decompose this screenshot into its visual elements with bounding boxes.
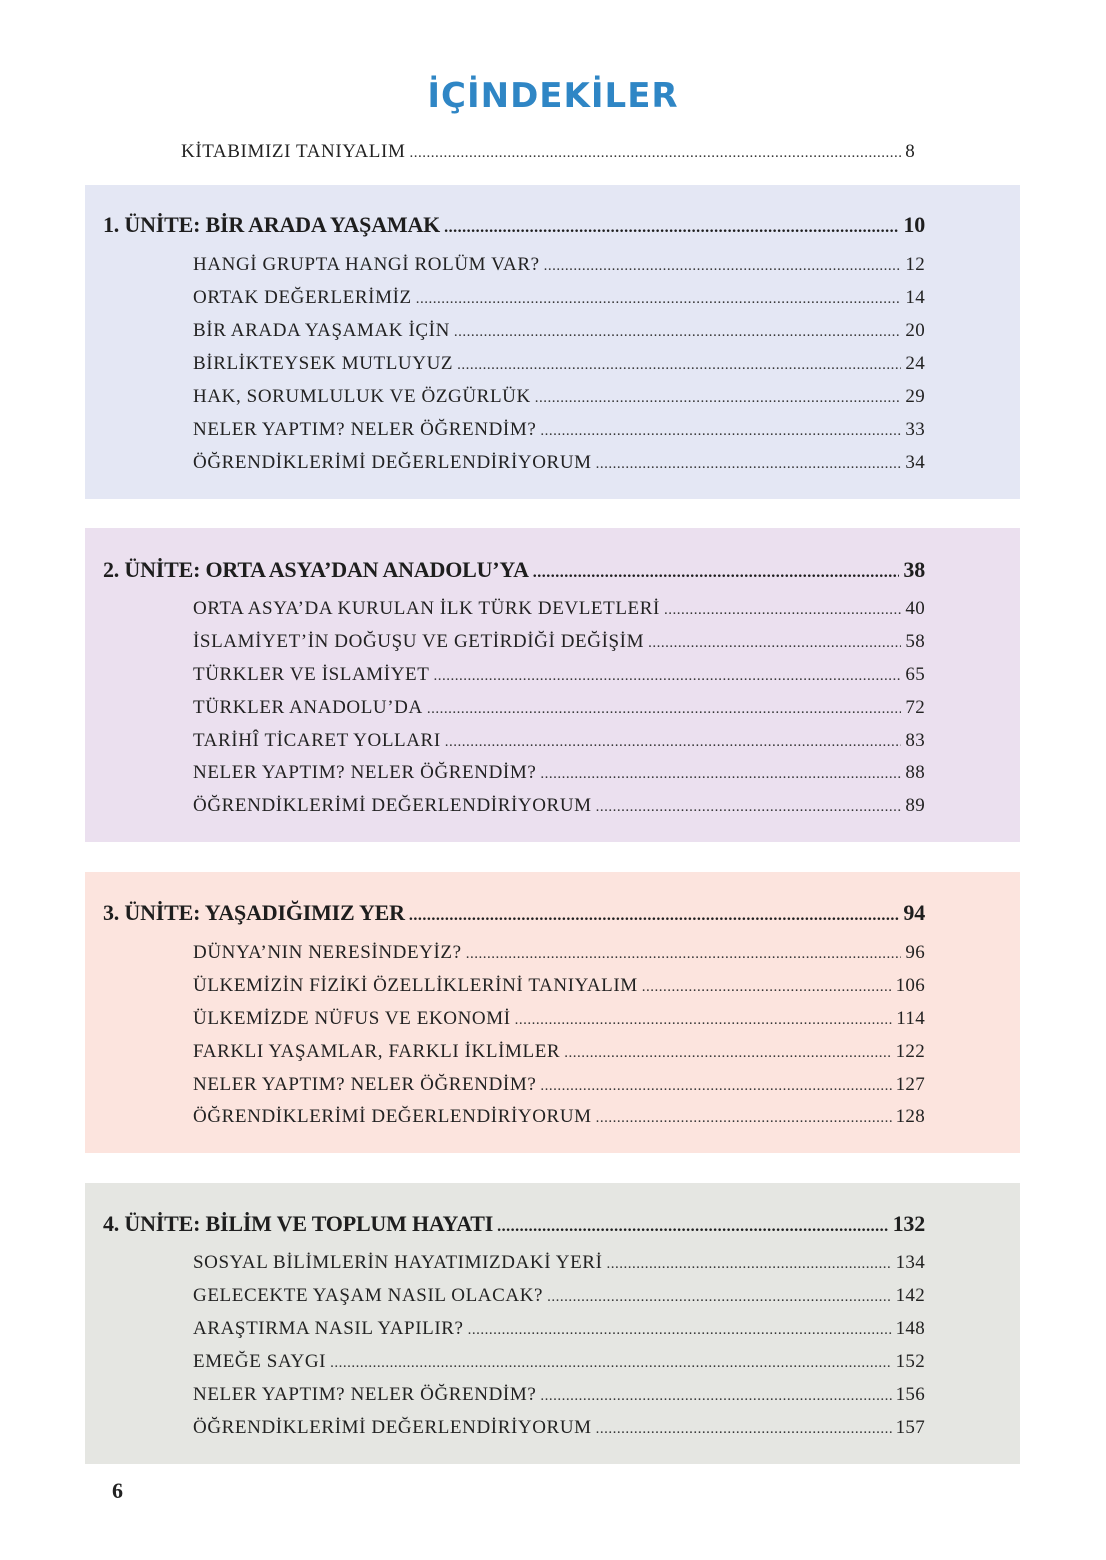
toc-entry[interactable] — [193, 1041, 925, 1063]
dot-leader — [540, 766, 901, 783]
dot-leader — [540, 1078, 891, 1095]
toc-entry-label: GELECEKTE YAŞAM NASIL OLACAK? — [193, 1285, 544, 1306]
toc-entry-page: 65 — [905, 664, 925, 685]
dot-leader — [444, 219, 899, 237]
dot-leader — [454, 324, 902, 341]
unit-heading-page: 38 — [903, 557, 925, 582]
toc-entry-page: 24 — [905, 353, 925, 374]
unit-heading-label: 4. ÜNİTE: BİLİM VE TOPLUM HAYATI — [103, 1211, 494, 1236]
dot-leader — [664, 602, 901, 619]
toc-entry[interactable] — [193, 697, 925, 719]
unit-heading-label: 3. ÜNİTE: YAŞADIĞIMIZ YER — [103, 900, 405, 925]
dot-leader — [596, 456, 902, 473]
dot-leader — [564, 1045, 891, 1062]
toc-entry[interactable] — [193, 1074, 925, 1096]
dot-leader — [409, 145, 901, 162]
toc-entry-page: 157 — [895, 1417, 925, 1438]
toc-entry-page: 8 — [905, 141, 915, 162]
toc-entry[interactable] — [193, 1351, 925, 1373]
unit-heading-page: 132 — [892, 1211, 925, 1236]
dot-leader — [466, 946, 902, 963]
toc-entry-page: 127 — [895, 1074, 925, 1095]
toc-entry-page: 40 — [905, 598, 925, 619]
unit-heading-label: 2. ÜNİTE: ORTA ASYA’DAN ANADOLU’YA — [103, 557, 529, 582]
toc-entry-page: 134 — [895, 1252, 925, 1273]
toc-entry-label: ORTAK DEĞERLERİMİZ — [193, 287, 412, 308]
dot-leader — [544, 258, 902, 275]
toc-entry[interactable] — [193, 1384, 925, 1406]
toc-entry-label: ÖĞRENDİKLERİMİ DEĞERLENDİRİYORUM — [193, 795, 592, 816]
dot-leader — [540, 1388, 891, 1405]
toc-entry[interactable] — [193, 975, 925, 997]
toc-entry-page: 156 — [895, 1384, 925, 1405]
dot-leader — [596, 1110, 892, 1127]
dot-leader — [497, 1218, 888, 1236]
dot-leader — [468, 1322, 892, 1339]
toc-entry-label: HAK, SORUMLULUK VE ÖZGÜRLÜK — [193, 386, 531, 407]
toc-entry-page: 58 — [905, 631, 925, 652]
dot-leader — [535, 390, 902, 407]
toc-entry[interactable] — [193, 287, 925, 309]
toc-entry-label: ÜLKEMİZDE NÜFUS VE EKONOMİ — [193, 1008, 511, 1029]
toc-entry[interactable] — [193, 1417, 925, 1439]
toc-entry-label: ORTA ASYA’DA KURULAN İLK TÜRK DEVLETLERİ — [193, 598, 660, 619]
dot-leader — [533, 564, 900, 582]
toc-entry-label: İSLAMİYET’İN DOĞUŞU VE GETİRDİĞİ DEĞİŞİM — [193, 631, 645, 652]
dot-leader — [540, 423, 901, 440]
toc-entry-label: BİR ARADA YAŞAMAK İÇİN — [193, 320, 450, 341]
toc-entry[interactable] — [193, 254, 925, 276]
toc-entry-page: 122 — [895, 1041, 925, 1062]
toc-entry[interactable] — [193, 386, 925, 408]
toc-entry-page: 12 — [905, 254, 925, 275]
unit-heading-page: 94 — [903, 900, 925, 925]
toc-entry-label: NELER YAPTIM? NELER ÖĞRENDİM? — [193, 1074, 537, 1095]
toc-entry-page: 89 — [905, 795, 925, 816]
toc-entry-label: ARAŞTIRMA NASIL YAPILIR? — [193, 1318, 464, 1339]
toc-entry-page: 106 — [895, 975, 925, 996]
toc-entry[interactable] — [193, 631, 925, 653]
toc-entry-label: ÜLKEMİZİN FİZİKİ ÖZELLİKLERİNİ TANIYALIM — [193, 975, 638, 996]
page-title: İÇİNDEKİLER — [427, 76, 679, 116]
toc-entry[interactable] — [193, 1318, 925, 1340]
toc-entry-page: 72 — [905, 697, 925, 718]
toc-entry-page: 114 — [896, 1008, 925, 1029]
toc-entry[interactable] — [193, 1252, 925, 1274]
toc-entry-label: TÜRKLER ANADOLU’DA — [193, 697, 423, 718]
dot-leader — [416, 291, 902, 308]
toc-entry-page: 20 — [905, 320, 925, 341]
unit-3-heading[interactable] — [103, 900, 925, 926]
unit-2-heading[interactable] — [103, 557, 925, 583]
toc-entry-intro[interactable] — [181, 141, 915, 163]
dot-leader — [515, 1012, 893, 1029]
toc-entry-label: HANGİ GRUPTA HANGİ ROLÜM VAR? — [193, 254, 540, 275]
toc-entry[interactable] — [193, 452, 925, 474]
toc-entry-label: ÖĞRENDİKLERİMİ DEĞERLENDİRİYORUM — [193, 452, 592, 473]
dot-leader — [457, 357, 901, 374]
dot-leader — [607, 1256, 892, 1273]
toc-entry[interactable] — [193, 320, 925, 342]
toc-entry-label: KİTABIMIZI TANIYALIM — [181, 141, 406, 162]
toc-entry-page: 142 — [895, 1285, 925, 1306]
toc-entry[interactable] — [193, 353, 925, 375]
toc-entry-page: 148 — [895, 1318, 925, 1339]
unit-4-heading[interactable] — [103, 1211, 925, 1237]
toc-entry-label: SOSYAL BİLİMLERİN HAYATIMIZDAKİ YERİ — [193, 1252, 603, 1273]
toc-entry-label: BİRLİKTEYSEK MUTLUYUZ — [193, 353, 454, 374]
unit-1-heading[interactable] — [103, 212, 925, 238]
toc-entry-label: DÜNYA’NIN NERESİNDEYİZ? — [193, 942, 462, 963]
toc-entry[interactable] — [193, 795, 925, 817]
toc-entry[interactable] — [193, 1106, 925, 1128]
toc-entry-page: 128 — [895, 1106, 925, 1127]
dot-leader — [596, 799, 902, 816]
unit-heading-page: 10 — [903, 212, 925, 237]
toc-entry[interactable] — [193, 730, 925, 752]
dot-leader — [330, 1355, 891, 1372]
unit-heading-label: 1. ÜNİTE: BİR ARADA YAŞAMAK — [103, 212, 441, 237]
toc-entry-page: 83 — [905, 730, 925, 751]
toc-entry-page: 152 — [895, 1351, 925, 1372]
dot-leader — [427, 701, 902, 718]
toc-entry-page: 33 — [905, 419, 925, 440]
toc-entry-page: 14 — [905, 287, 925, 308]
toc-entry-label: TARİHÎ TİCARET YOLLARI — [193, 730, 441, 751]
dot-leader — [409, 907, 900, 925]
toc-entry-page: 29 — [905, 386, 925, 407]
toc-entry-label: NELER YAPTIM? NELER ÖĞRENDİM? — [193, 762, 537, 783]
dot-leader — [642, 979, 892, 996]
toc-entry[interactable] — [193, 1285, 925, 1307]
toc-entry-page: 88 — [905, 762, 925, 783]
toc-entry-label: NELER YAPTIM? NELER ÖĞRENDİM? — [193, 1384, 537, 1405]
toc-entry[interactable] — [193, 419, 925, 441]
toc-entry[interactable] — [193, 1008, 925, 1030]
dot-leader — [445, 734, 902, 751]
dot-leader — [596, 1421, 892, 1438]
toc-entry-label: FARKLI YAŞAMLAR, FARKLI İKLİMLER — [193, 1041, 561, 1062]
toc-entry[interactable] — [193, 762, 925, 784]
toc-entry-label: ÖĞRENDİKLERİMİ DEĞERLENDİRİYORUM — [193, 1106, 592, 1127]
toc-entry-label: EMEĞE SAYGI — [193, 1351, 327, 1372]
page-number: 6 — [112, 1478, 123, 1503]
toc-entry-label: TÜRKLER VE İSLAMİYET — [193, 664, 430, 685]
toc-entry[interactable] — [193, 598, 925, 620]
toc-entry-label: ÖĞRENDİKLERİMİ DEĞERLENDİRİYORUM — [193, 1417, 592, 1438]
toc-entry-page: 34 — [905, 452, 925, 473]
toc-entry-label: NELER YAPTIM? NELER ÖĞRENDİM? — [193, 419, 537, 440]
dot-leader — [547, 1289, 892, 1306]
toc-entry[interactable] — [193, 942, 925, 964]
dot-leader — [648, 635, 901, 652]
toc-entry-page: 96 — [905, 942, 925, 963]
dot-leader — [433, 668, 901, 685]
toc-entry[interactable] — [193, 664, 925, 686]
